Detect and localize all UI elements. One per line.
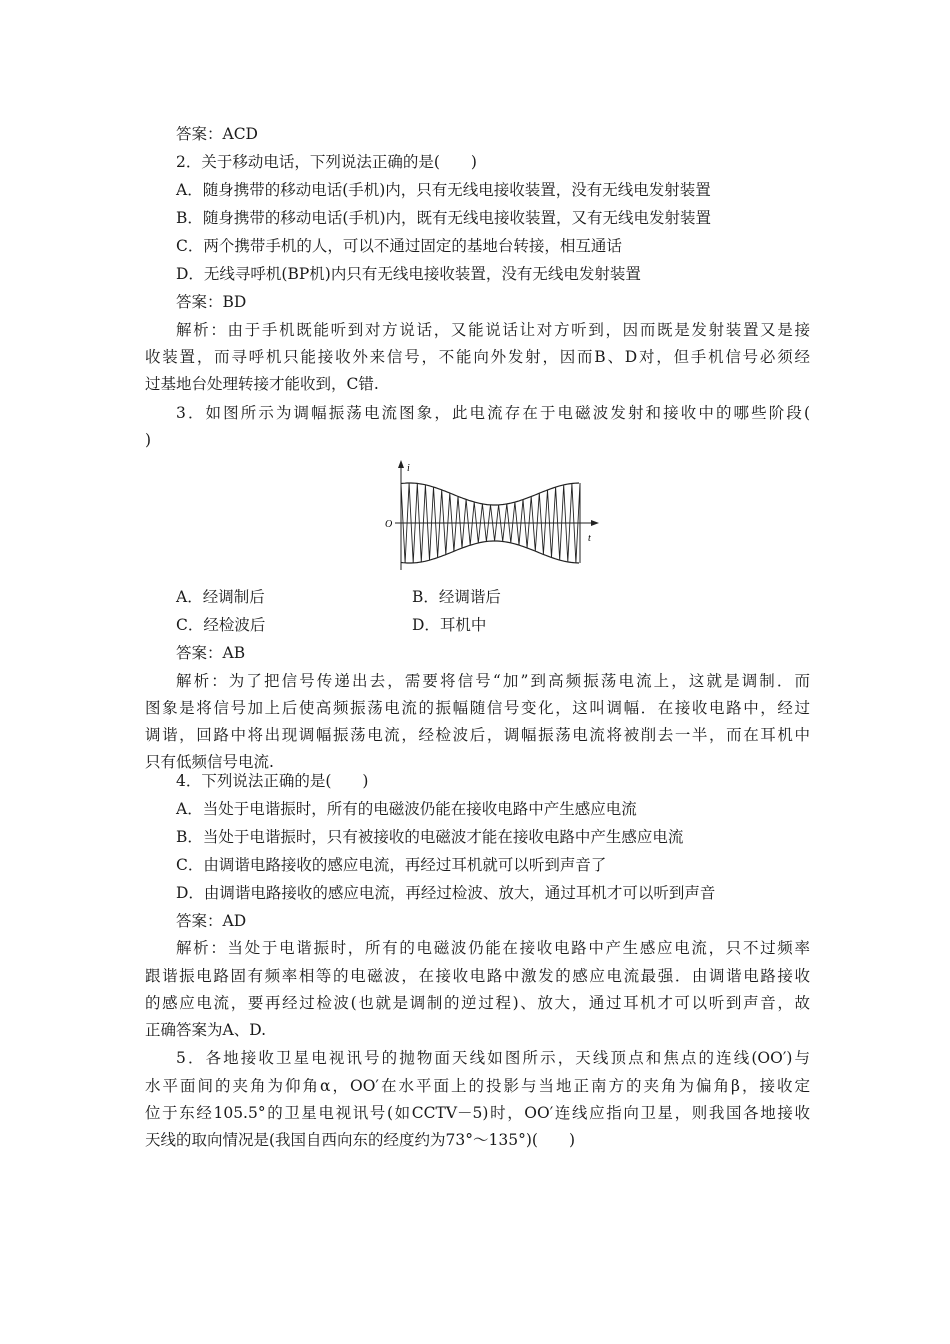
- q4-answer: 答案：AD: [176, 912, 247, 930]
- q4-analysis-line: 跟谐振电路固有频率相等的电磁波，在接收电路中激发的感应电流最强．由调谐电路接收: [145, 967, 810, 985]
- q2-stem: 2．关于移动电话，下列说法正确的是( ): [176, 153, 477, 171]
- q2-option-b: B．随身携带的移动电话(手机)内，既有无线电接收装置，又有无线电发射装置: [176, 209, 711, 227]
- q5-stem-line: 5．各地接收卫星电视讯号的抛物面天线如图所示，天线顶点和焦点的连线(OO′)与: [176, 1049, 810, 1067]
- q3-option-d: D．耳机中: [412, 616, 487, 634]
- q3-option-row: [176, 587, 841, 607]
- q2-option-a: A．随身携带的移动电话(手机)内，只有无线电接收装置，没有无线电发射装置: [176, 181, 711, 199]
- q2-option-c: C．两个携带手机的人，可以不通过固定的基地台转接，相互通话: [176, 237, 622, 255]
- q4-option-a: A．当处于电谐振时，所有的电磁波仍能在接收电路中产生感应电流: [176, 800, 637, 818]
- q3-analysis-line: 只有低频信号电流.: [145, 753, 274, 771]
- q3-analysis-line: 调谐，回路中将出现调幅振荡电流，经检波后，调幅振荡电流将被削去一半，而在耳机中: [145, 726, 810, 744]
- q5-stem-line: 位于东经105.5°的卫星电视讯号(如CCTV－5)时，OO′连线应指向卫星，则我国各地接收: [145, 1104, 810, 1122]
- q3-option-row: [176, 615, 841, 635]
- q3-option-a: A．经调制后: [176, 588, 265, 606]
- q3-analysis-line: 解析：为了把信号传递出去，需要将信号“加”到高频振荡电流上，这就是调制．而: [176, 672, 810, 690]
- q4-analysis-line: 解析：当处于电谐振时，所有的电磁波仍能在接收电路中产生感应电流，只不过频率: [176, 939, 810, 957]
- origin-label: O: [385, 519, 393, 530]
- q3-option-c: C．经检波后: [176, 616, 266, 634]
- t-axis-arrow: [591, 520, 599, 526]
- q1-answer: 答案：ACD: [176, 125, 258, 143]
- i-axis-arrow: [398, 460, 404, 468]
- q2-answer: 答案：BD: [176, 293, 247, 311]
- am-current-graph: [380, 457, 600, 572]
- q5-stem-line: 天线的取向情况是(我国自西向东的经度约为73°～135°)( ): [145, 1131, 575, 1149]
- q4-stem: 4．下列说法正确的是( ): [176, 772, 369, 790]
- q2-analysis-line: 过基地台处理转接才能收到，C错.: [145, 375, 379, 393]
- q4-analysis-line: 正确答案为A、D.: [145, 1021, 266, 1039]
- t-axis-label: t: [588, 533, 591, 544]
- q2-analysis-line: 解析：由于手机既能听到对方说话，又能说话让对方听到，因而既是发射装置又是接: [176, 321, 810, 339]
- upper-envelope: [401, 483, 579, 505]
- i-axis-label: i: [407, 463, 410, 474]
- q3-stem-line: ): [145, 431, 152, 449]
- q5-stem-line: 水平面间的夹角为仰角α，OO′在水平面上的投影与当地正南方的夹角为偏角β，接收定: [145, 1077, 810, 1095]
- q3-answer: 答案：AB: [176, 644, 246, 662]
- q3-stem-line: 3．如图所示为调幅振荡电流图象，此电流存在于电磁波发射和接收中的哪些阶段(: [176, 404, 810, 422]
- q4-option-c: C．由调谐电路接收的感应电流，再经过耳机就可以听到声音了: [176, 856, 607, 874]
- q2-option-d: D．无线寻呼机(BP机)内只有无线电接收装置，没有无线电发射装置: [176, 265, 641, 283]
- q4-analysis-line: 的感应电流，要再经过检波(也就是调制的逆过程)、放大，通过耳机才可以听到声音，故: [145, 994, 810, 1012]
- q4-option-d: D．由调谐电路接收的感应电流，再经过检波、放大，通过耳机才可以听到声音: [176, 884, 716, 902]
- q2-analysis-line: 收装置，而寻呼机只能接收外来信号，不能向外发射，因而B、D对，但手机信号必须经: [145, 348, 810, 366]
- q3-option-b: B．经调谐后: [412, 588, 501, 606]
- q4-option-b: B．当处于电谐振时，只有被接收的电磁波才能在接收电路中产生感应电流: [176, 828, 684, 846]
- am-current-figure: [380, 457, 600, 572]
- q3-analysis-line: 图象是将信号加上后使高频振荡电流的振幅随信号变化，这叫调幅．在接收电路中，经过: [145, 699, 810, 717]
